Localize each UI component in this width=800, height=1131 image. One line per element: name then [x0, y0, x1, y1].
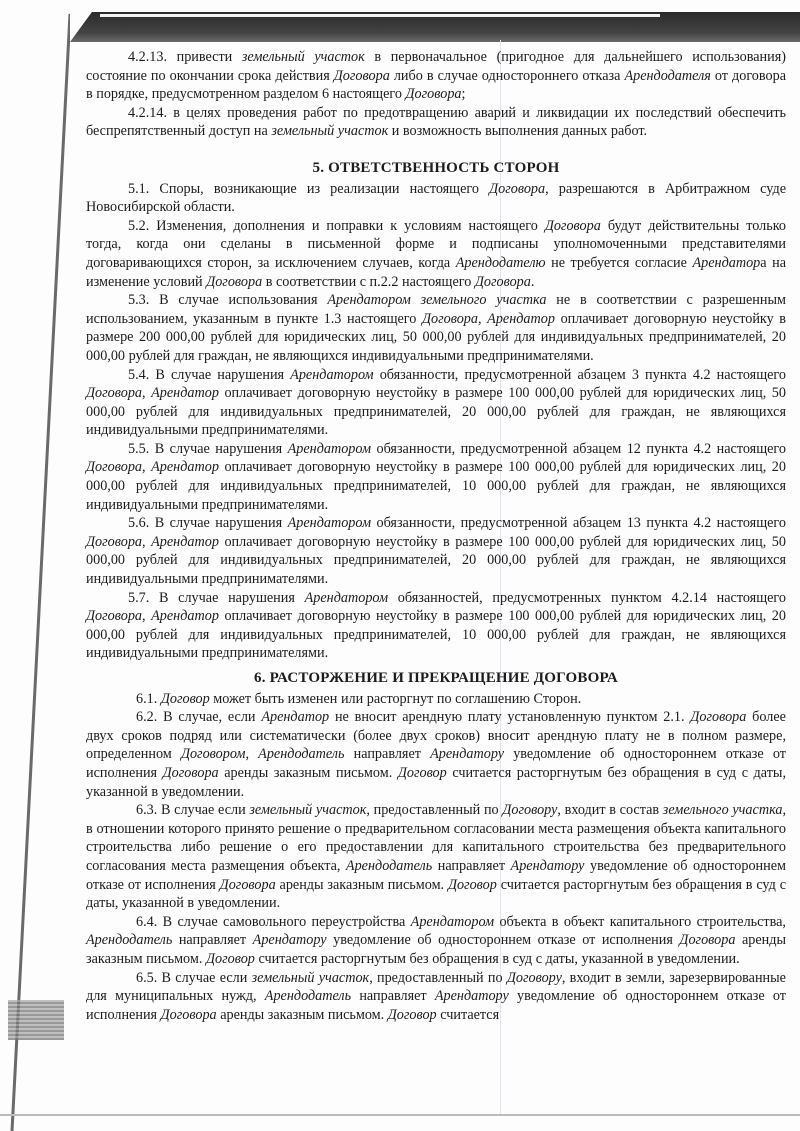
- text-run: направляет: [344, 746, 431, 763]
- text-run: , разрешаются в Арбитражном суде Новосибирской области.: [86, 180, 787, 216]
- paragraph-4-2-14: [86, 104, 786, 141]
- emphasized-term: Договора: [679, 932, 736, 949]
- text-run: оплачивает договорную неустойку в размере 200 000,00 рублей для юридических лиц, 50 000,00 рублей для индивидуальных предпринимателей, 20 000,00 рублей для граждан, не являющихся индивидуальными предпринимателями.: [86, 310, 787, 364]
- paragraph-6-4: [86, 913, 786, 969]
- emphasized-term: Арендатор: [487, 310, 555, 327]
- emphasized-term: Договора: [333, 67, 390, 84]
- page-bottom-edge: [0, 1114, 800, 1116]
- emphasized-term: Договора: [162, 764, 219, 781]
- text-run: уведомление об одностороннем отказе от исполнения: [326, 932, 680, 949]
- emphasized-term: Договора: [489, 180, 546, 197]
- emphasized-term: Арендодателя: [624, 67, 711, 84]
- text-run: 4.2.13. привести: [128, 49, 242, 65]
- text-run: направляет: [432, 857, 511, 874]
- text-run: 5.4. В случае нарушения: [128, 366, 291, 383]
- emphasized-term: Арендатором: [287, 515, 372, 532]
- emphasized-term: Арендатор: [151, 459, 219, 476]
- text-run: направляет: [172, 932, 253, 949]
- emphasized-term: Договор: [447, 876, 497, 893]
- emphasized-term: Арендатору: [430, 746, 505, 763]
- emphasized-term: Договор: [160, 690, 210, 707]
- text-run: , предоставленный по: [366, 802, 503, 819]
- text-run: обязанностей, предусмотренных пунктом 4.2.14 настоящего: [388, 589, 786, 606]
- emphasized-term: Договора: [86, 608, 143, 625]
- paragraph-6-5: [86, 969, 786, 1025]
- text-run: в первоначальное (пригодное для дальнейшего использования) состояние по окончании срока действия: [86, 49, 786, 84]
- text-run: считается: [436, 1006, 500, 1023]
- text-run: , предоставленный по: [369, 969, 507, 986]
- text-run: ;: [461, 86, 466, 103]
- paragraph-5-1: [86, 180, 786, 217]
- spacer: [86, 141, 786, 153]
- text-run: аренды заказным письмом.: [218, 764, 398, 781]
- emphasized-term: Договор: [387, 1006, 437, 1023]
- emphasized-term: Арендатору: [510, 857, 585, 874]
- text-run: 5.7. В случае нарушения: [128, 589, 305, 606]
- text-run: оплачивает договорную неустойку в размере 100 000,00 рублей для юридических лиц, 50 000,00 рублей для индивидуальных предпринимателей, 20 000,00 рублей для граждан, не являющихся индивидуальными предпринимателями.: [86, 385, 786, 439]
- scan-smudge: [8, 1000, 64, 1040]
- text-run: считается расторгнутым без обращения в суд с даты, указанной в уведомлении.: [254, 950, 740, 967]
- text-run: уведомление об одностороннем отказе от исполнения: [86, 988, 786, 1023]
- emphasized-term: Договор: [205, 950, 255, 967]
- paragraph-6-3: [86, 801, 786, 913]
- emphasized-term: Арендатор: [151, 533, 219, 550]
- paragraph-5-6: [86, 514, 786, 588]
- emphasized-term: Договору: [502, 802, 558, 819]
- page-edge-shadow: [0, 0, 70, 1131]
- text-run: обязанности, предусмотренной абзацем 12 пункта 4.2 настоящего: [371, 440, 786, 457]
- document-page: [86, 48, 786, 1024]
- text-run: не в соответствии с разрешенным использованием, указанным в пункте 1.3 настоящего: [86, 292, 786, 327]
- text-run: не вносит арендную плату установленную пунктом 2.1.: [329, 709, 691, 726]
- section-6-heading: 6. РАСТОРЖЕНИЕ И ПРЕКРАЩЕНИЕ ДОГОВОРА: [254, 670, 618, 686]
- emphasized-term: Договора: [206, 273, 263, 290]
- text-run: 6.5. В случае если: [136, 969, 252, 986]
- paragraph-6-1: [86, 690, 786, 709]
- text-run: а на изменение условий: [86, 254, 786, 290]
- emphasized-term: земельный участок: [271, 123, 389, 140]
- emphasized-term: Договора: [160, 1006, 217, 1023]
- text-run: 4.2.14. в целях проведения работ по предотвращению аварий и ликвидации их последствий обеспечить беспрепятственный доступ на: [86, 104, 786, 140]
- paragraph-6-2: [86, 708, 786, 801]
- text-run: , входит в состав: [557, 802, 663, 819]
- text-run: направляет: [351, 988, 435, 1005]
- text-run: .: [530, 273, 535, 290]
- paragraph-5-2: [86, 217, 786, 291]
- emphasized-term: Арендатором: [410, 913, 495, 930]
- text-run: от договора в порядке, предусмотренном разделом 6 настоящего: [86, 67, 786, 103]
- emphasized-term: земельный участок: [251, 969, 370, 986]
- text-run: 5.3. В случае использования: [128, 292, 328, 309]
- text-run: уведомление об одностороннем отказе от исполнения: [86, 857, 786, 893]
- text-run: аренды заказным письмом.: [216, 1006, 388, 1023]
- emphasized-term: Арендатором: [304, 589, 389, 606]
- emphasized-term: Договора: [544, 217, 601, 234]
- paragraph-5-5: [86, 440, 786, 514]
- emphasized-term: Арендатором: [290, 366, 374, 383]
- text-run: 5.2. Изменения, дополнения и поправки к условиям настоящего: [128, 217, 545, 234]
- emphasized-term: Арендатор: [261, 709, 330, 726]
- text-run: аренды заказным письмом.: [275, 876, 448, 893]
- emphasized-term: Договора: [86, 385, 143, 402]
- scan-left-edge: [0, 0, 70, 1131]
- emphasized-term: Арендатор: [692, 254, 761, 271]
- emphasized-term: земельный участок: [241, 49, 365, 65]
- text-run: ,: [142, 459, 152, 476]
- emphasized-term: Договора: [405, 86, 462, 103]
- scan-top-highlight: [100, 14, 660, 17]
- text-run: уведомление об одностороннем отказе от исполнения: [86, 746, 786, 781]
- emphasized-term: Арендодатель: [264, 988, 352, 1005]
- paragraph-4-2-13: [86, 48, 786, 104]
- emphasized-term: Арендатор: [151, 385, 219, 402]
- emphasized-term: Договора: [690, 709, 747, 726]
- emphasized-term: Договора: [474, 273, 531, 290]
- text-run: обязанности, предусмотренной абзацем 13 пункта 4.2 настоящего: [371, 515, 786, 532]
- emphasized-term: Арендодатель: [86, 932, 173, 949]
- emphasized-term: Арендатору: [434, 988, 509, 1005]
- text-run: считается расторгнутым без обращения в суд с даты, указанной в уведомлении.: [86, 876, 786, 912]
- text-run: оплачивает договорную неустойку в размере 100 000,00 рублей для юридических лиц, 20 000,00 рублей для индивидуальных предпринимателей, 10 000,00 рублей для граждан, не являющихся индивидуальными предпринимателями.: [86, 608, 786, 662]
- text-run: 6.3. В случае если: [136, 802, 250, 819]
- section-5-heading: 5. ОТВЕТСТВЕННОСТЬ СТОРОН: [312, 159, 560, 176]
- text-run: не требуется согласие: [545, 254, 693, 271]
- text-run: аренды заказным письмом.: [86, 932, 786, 967]
- text-run: ,: [142, 385, 152, 402]
- text-run: может быть изменен или расторгнут по соглашению Сторон.: [209, 690, 582, 707]
- emphasized-term: Арендодателю: [455, 254, 546, 271]
- emphasized-term: Арендатором земельного участка: [327, 292, 547, 309]
- text-run: 6.4. В случае самовольного переустройства: [136, 913, 411, 930]
- text-run: более двух сроков подряд или систематически (более двух сроков) вносит арендную плату не в полном размере, определенном: [86, 709, 786, 763]
- text-run: оплачивает договорную неустойку в размере 100 000,00 рублей для юридических лиц, 50 000,00 рублей для индивидуальных предпринимателей, 20 000,00 рублей для граждан, не являющихся индивидуальными предпринимателями.: [86, 533, 786, 588]
- emphasized-term: Договора: [86, 459, 143, 476]
- text-run: объекта в объект капитального строительства,: [494, 913, 786, 930]
- text-run: , в отношении которого принято решение о предварительном согласовании места размещения объекта капитального строительства либо решение о его предоставлении для капитального строительства без предварительного согласования места размещения объекта,: [86, 802, 786, 874]
- text-run: в соответствии с п.2.2 настоящего: [262, 273, 475, 290]
- emphasized-term: Арендатору: [252, 932, 327, 949]
- text-run: 5.6. В случае нарушения: [128, 515, 288, 532]
- text-run: считается расторгнутым без обращения в суд с даты, указанной в уведомлении.: [86, 764, 786, 800]
- emphasized-term: Договора: [421, 310, 478, 327]
- text-run: ,: [477, 310, 488, 327]
- emphasized-term: земельного участка: [662, 802, 783, 819]
- paragraph-5-7: [86, 589, 786, 663]
- emphasized-term: Арендатором: [287, 440, 372, 457]
- text-run: либо в случае одностороннего отказа: [389, 67, 625, 84]
- text-run: 6.1.: [136, 690, 161, 707]
- emphasized-term: Договора: [219, 876, 276, 893]
- text-run: 5.1. Споры, возникающие из реализации настоящего: [128, 180, 490, 197]
- emphasized-term: Арендодатель: [258, 746, 345, 763]
- text-run: ,: [142, 608, 152, 625]
- emphasized-term: Договора: [86, 533, 143, 550]
- emphasized-term: Договором: [180, 746, 246, 763]
- text-run: , входит в земли, зарезервированные для муниципальных нужд,: [86, 969, 786, 1005]
- paragraph-5-3: [86, 291, 786, 365]
- text-run: оплачивает договорную неустойку в размере 100 000,00 рублей для юридических лиц, 20 000,00 рублей для индивидуальных предпринимателей, 10 000,00 рублей для граждан, не являющихся индивидуальными предпринимателями.: [86, 459, 786, 513]
- text-run: и возможность выполнения данных работ.: [388, 123, 648, 140]
- text-run: ,: [142, 533, 152, 550]
- text-run: ,: [245, 746, 259, 763]
- emphasized-term: Арендодатель: [345, 857, 433, 874]
- text-run: 5.5. В случае нарушения: [128, 440, 288, 457]
- emphasized-term: Договору: [506, 969, 562, 986]
- text-run: обязанности, предусмотренной абзацем 3 пункта 4.2 настоящего: [373, 366, 786, 383]
- emphasized-term: земельный участок: [249, 802, 367, 819]
- text-run: 6.2. В случае, если: [136, 709, 262, 726]
- paragraph-5-4: [86, 366, 786, 440]
- emphasized-term: Договор: [397, 764, 447, 781]
- emphasized-term: Арендатор: [151, 608, 219, 625]
- text-run: будут действительны только тогда, когда они сделаны в письменной форме и подписаны уполномоченными представителями договаривающихся сторон, за исключением случаев, когда: [86, 217, 786, 271]
